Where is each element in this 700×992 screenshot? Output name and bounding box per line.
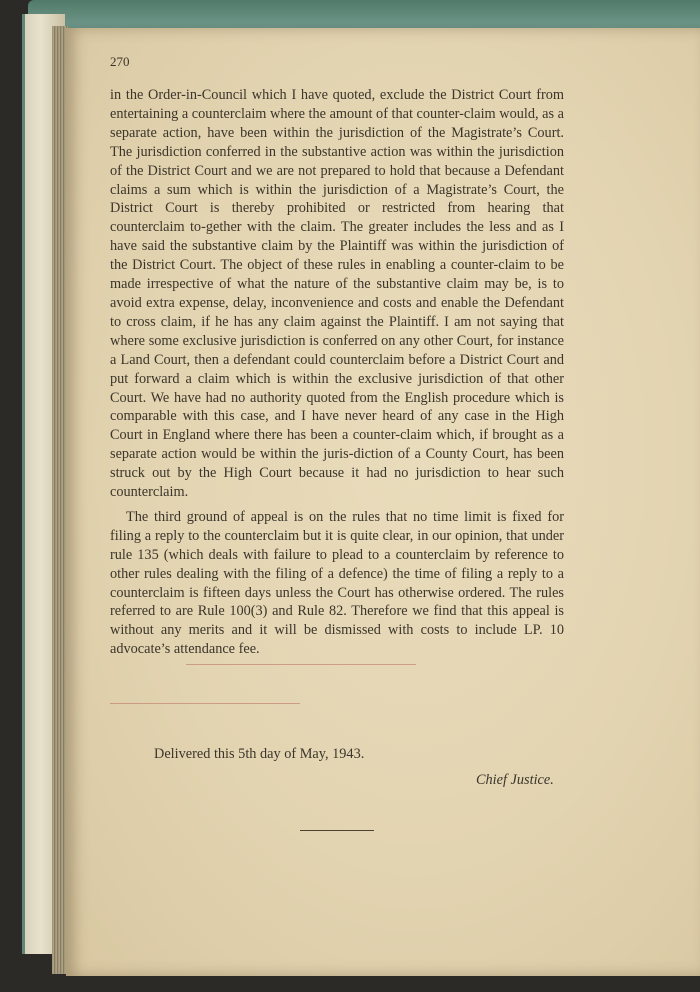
pencil-underline-mark: [110, 703, 300, 704]
closing-rule: [300, 830, 374, 831]
paragraph-1: in the Order-in-Council which I have quoted, exclude the District Court from entertaining a counterclaim where the amount of that counter-claim would, as a separate action, have been within the jurisdiction of the Magistrate’s Court. The jurisdiction conferred in the substantive action was within the jurisdiction of the District Court and we are not prepared to hold that because a Defendant claims a sum which is within the jurisdiction of a Magistrate’s Court, the District Court is thereby prohibited or restricted from hearing that counterclaim to-gether with the claim. The greater includes the less and as I have said the substantive claim by the Plaintiff was within the jurisdiction of the District Court. The object of these rules in enabling a counter-claim to be made irrespective of what the nature of the substantive claim may be, is to avoid extra expense, delay, inconvenience and costs and enable the Defendant to cross claim, if he has any claim against the Plaintiff. I am not saying that where some exclusive jurisdiction is conferred on any other Court, for instance a Land Court, then a defendant could counterclaim before a District Court and put forward a claim which is within the exclusive jurisdiction of that other Court. We have had no authority quoted from the English procedure which is comparable with this case, and I have never heard of any case in the High Court in England where there has been a counter-claim which, if brought as a separate action would be within the juris-diction of a County Court, has been struck out by the High Court because it had no jurisdiction to hear such counterclaim.: [110, 87, 564, 501]
page-number: 270: [110, 54, 130, 69]
signature-title: Chief Justice.: [476, 772, 554, 788]
delivered-date-line: Delivered this 5th day of May, 1943.: [154, 746, 365, 762]
body-text: [110, 86, 564, 659]
pencil-underline-mark: [186, 664, 416, 665]
paragraph-2: The third ground of appeal is on the rules that no time limit is fixed for filing a reply to the counterclaim but it is quite clear, in our opinion, that under rule 135 (which deals with failure to plead to a counterclaim by reference to other rules dealing with the filing of a defence) the time of filing a reply to a counterclaim is fifteen days unless the Court has otherwise ordered. The rules referred to are Rule 100(3) and Rule 82. Therefore we find that this appeal is without any merits and it will be dismissed with costs to include LP. 10 advocate’s attendance fee.: [110, 508, 564, 658]
